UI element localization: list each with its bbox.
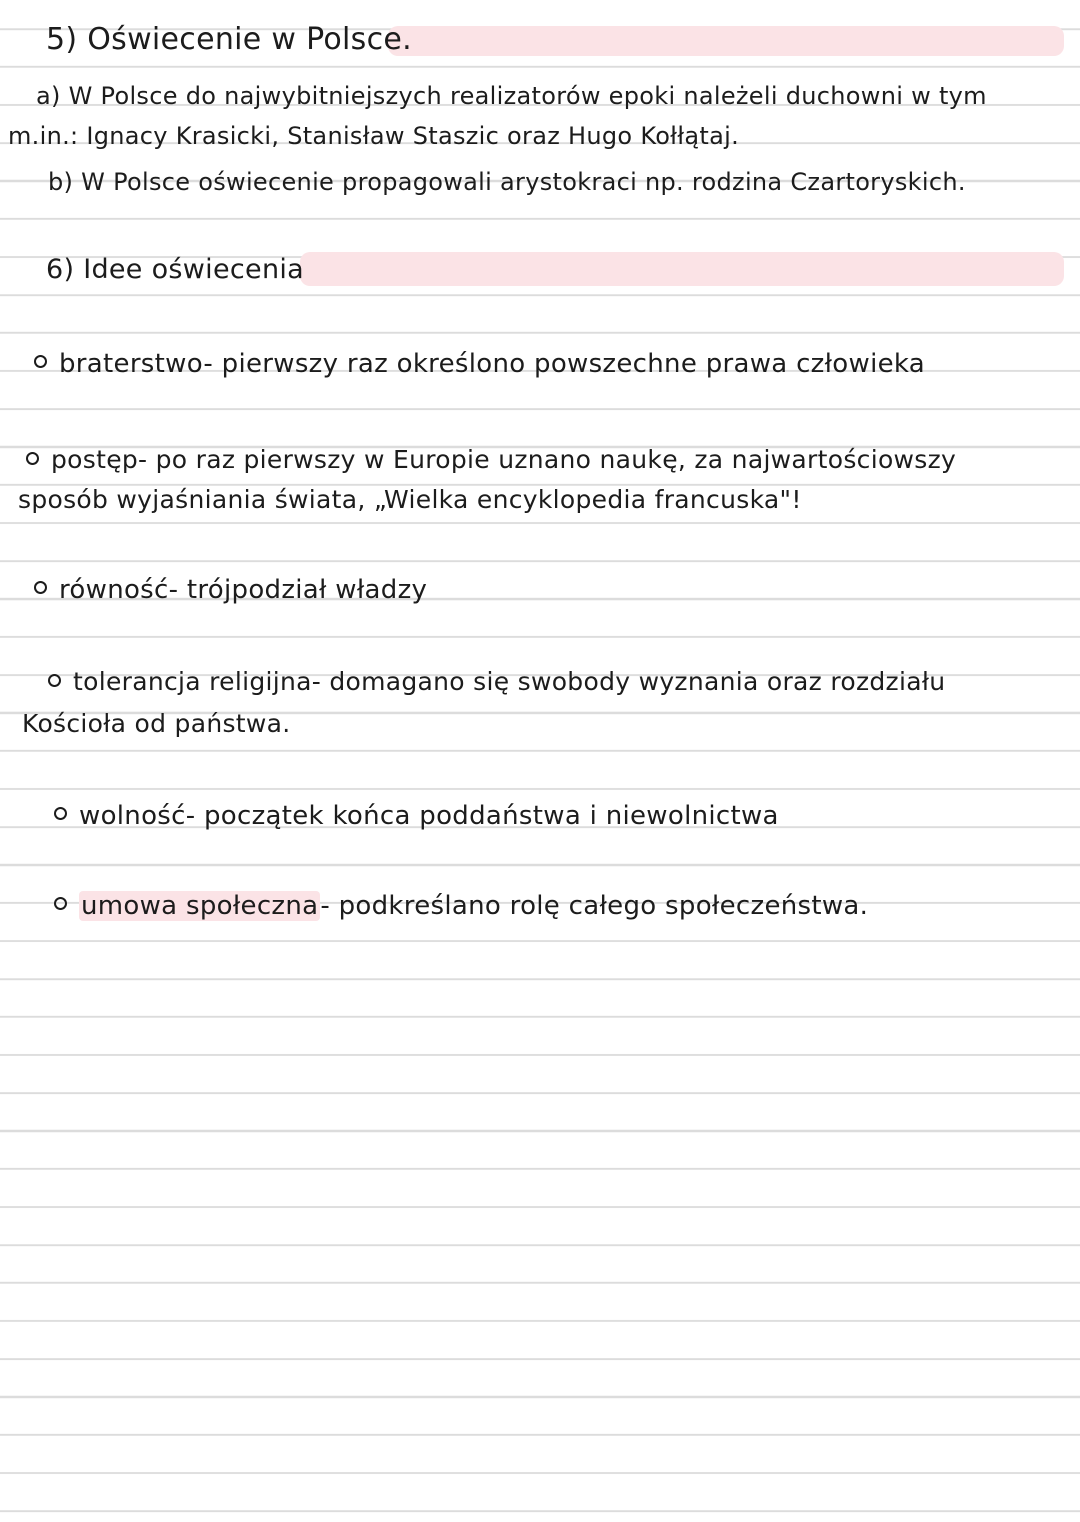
idea-postep-line2: sposób wyjaśniania świata, „Wielka encyklopedia francuska"! [18,485,802,514]
idea-term: postęp [51,445,139,474]
idea-description: - domagano się swobody wyznania oraz rozdziału [311,667,946,696]
idea-description: - pierwszy raz określono powszechne prawa człowieka [203,349,926,379]
section-5-point-a-line1: a) W Polsce do najwybitniejszych realizatorów epoki należeli duchowni w tym [36,82,987,110]
idea-wolnosc [54,800,779,832]
bullet-icon [34,355,47,368]
idea-term: równość [59,575,169,605]
idea-term: braterstwo [59,349,204,379]
idea-term: tolerancja religijna [73,667,312,696]
heading-5-highlight [388,26,1064,56]
section-5-point-b: b) W Polsce oświecenie propagowali arystokraci np. rodzina Czartoryskich. [48,168,966,196]
idea-postep [26,444,956,476]
idea-tolerancja-line2: Kościoła od państwa. [22,709,291,738]
idea-description: - początek końca poddaństwa i niewolnictwa [185,801,779,831]
heading-6-highlight [300,252,1064,286]
bullet-icon [54,807,67,820]
bullet-icon [48,674,61,687]
idea-term: umowa społeczna [81,891,319,921]
idea-description: - trójpodział władzy [168,575,428,605]
section-6-title: 6) Idee oświecenia [46,254,304,285]
idea-description: - podkreślano rolę całego społeczeństwa. [320,891,869,921]
bullet-icon [34,581,47,594]
idea-braterstwo [34,348,925,380]
section-5-point-a-line2: m.in.: Ignacy Krasicki, Stanisław Staszic oraz Hugo Kołłątaj. [8,122,740,150]
section-5-title: 5) Oświecenie w Polsce. [46,22,412,57]
idea-rownosc [34,574,427,606]
idea-description: - po raz pierwszy w Europie uznano naukę, za najwartościowszy [138,445,957,474]
bullet-icon [54,897,67,910]
idea-tolerancja [48,666,945,698]
idea-term: wolność [79,801,186,831]
bullet-icon [26,452,39,465]
idea-umowa-spoleczna [54,890,868,922]
